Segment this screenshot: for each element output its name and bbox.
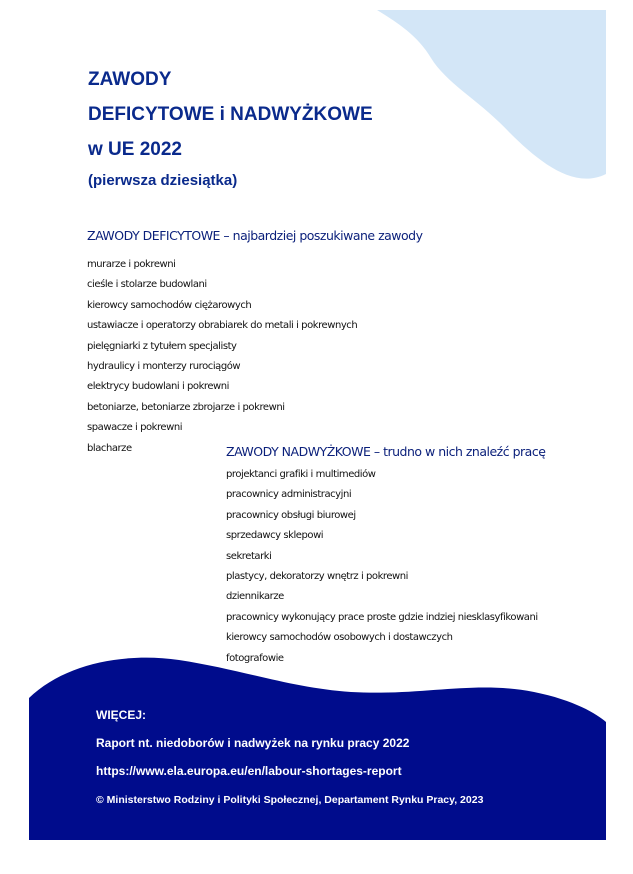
surpluses-heading: ZAWODY NADWYŻKOWE – trudno w nich znaleźć pracę: [226, 444, 546, 459]
shortage-item: ustawiacze i operatorzy obrabiarek do metali i pokrewnych: [87, 320, 358, 332]
title-line-3: w UE 2022: [88, 139, 182, 160]
shortage-item: elektrycy budowlani i pokrewni: [87, 381, 230, 393]
title-subtitle: (pierwsza dziesiątka): [88, 172, 238, 189]
shortage-item: blacharze: [87, 442, 132, 454]
surplus-item: dziennikarze: [226, 591, 284, 603]
surplus-item: plastycy, dekoratorzy wnętrz i pokrewni: [226, 571, 408, 583]
title-line-2: DEFICYTOWE i NADWYŻKOWE: [88, 104, 373, 125]
surplus-item: sekretarki: [226, 550, 272, 562]
footer-info: [96, 708, 483, 806]
surplus-item: fotografowie: [226, 652, 284, 664]
shortage-item: murarze i pokrewni: [87, 259, 176, 270]
title-line-1: ZAWODY: [88, 69, 172, 90]
shortages-heading: ZAWODY DEFICYTOWE – najbardziej poszukiwane zawody: [87, 228, 423, 243]
shortage-item: kierowcy samochodów ciężarowych: [87, 299, 252, 311]
shortage-item: cieśle i stolarze budowlani: [87, 279, 207, 291]
surplus-item: pracownicy administracyjni: [226, 489, 352, 501]
surplus-item: sprzedawcy sklepowi: [226, 530, 324, 542]
shortage-item: pielęgniarki z tytułem specjalisty: [87, 340, 237, 352]
document-page: [29, 10, 606, 840]
shortage-item: hydraulicy i monterzy rurociągów: [87, 361, 241, 373]
document-title: [88, 62, 373, 191]
surplus-item: kierowcy samochodów osobowych i dostawczych: [226, 632, 453, 644]
surplus-item: pracownicy wykonujący prace proste gdzie indziej niesklasyfikowani: [226, 611, 538, 623]
surplus-item: pracownicy obsługi biurowej: [226, 509, 356, 521]
report-title: Raport nt. niedoborów i nadwyżek na rynku pracy 2022: [96, 736, 410, 750]
copyright-text: © Ministerstwo Rodziny i Polityki Społecznej, Departament Rynku Pracy, 2023: [96, 794, 484, 806]
shortages-list: [87, 255, 357, 459]
shortage-item: spawacze i pokrewni: [87, 422, 183, 434]
shortage-item: betoniarze, betoniarze zbrojarze i pokrewni: [87, 401, 285, 413]
surplus-item: projektanci grafiki i multimediów: [226, 469, 376, 480]
surpluses-list: [226, 465, 538, 669]
report-link[interactable]: https://www.ela.europa.eu/en/labour-shortages-report: [96, 764, 402, 778]
more-label: WIĘCEJ:: [96, 708, 147, 722]
